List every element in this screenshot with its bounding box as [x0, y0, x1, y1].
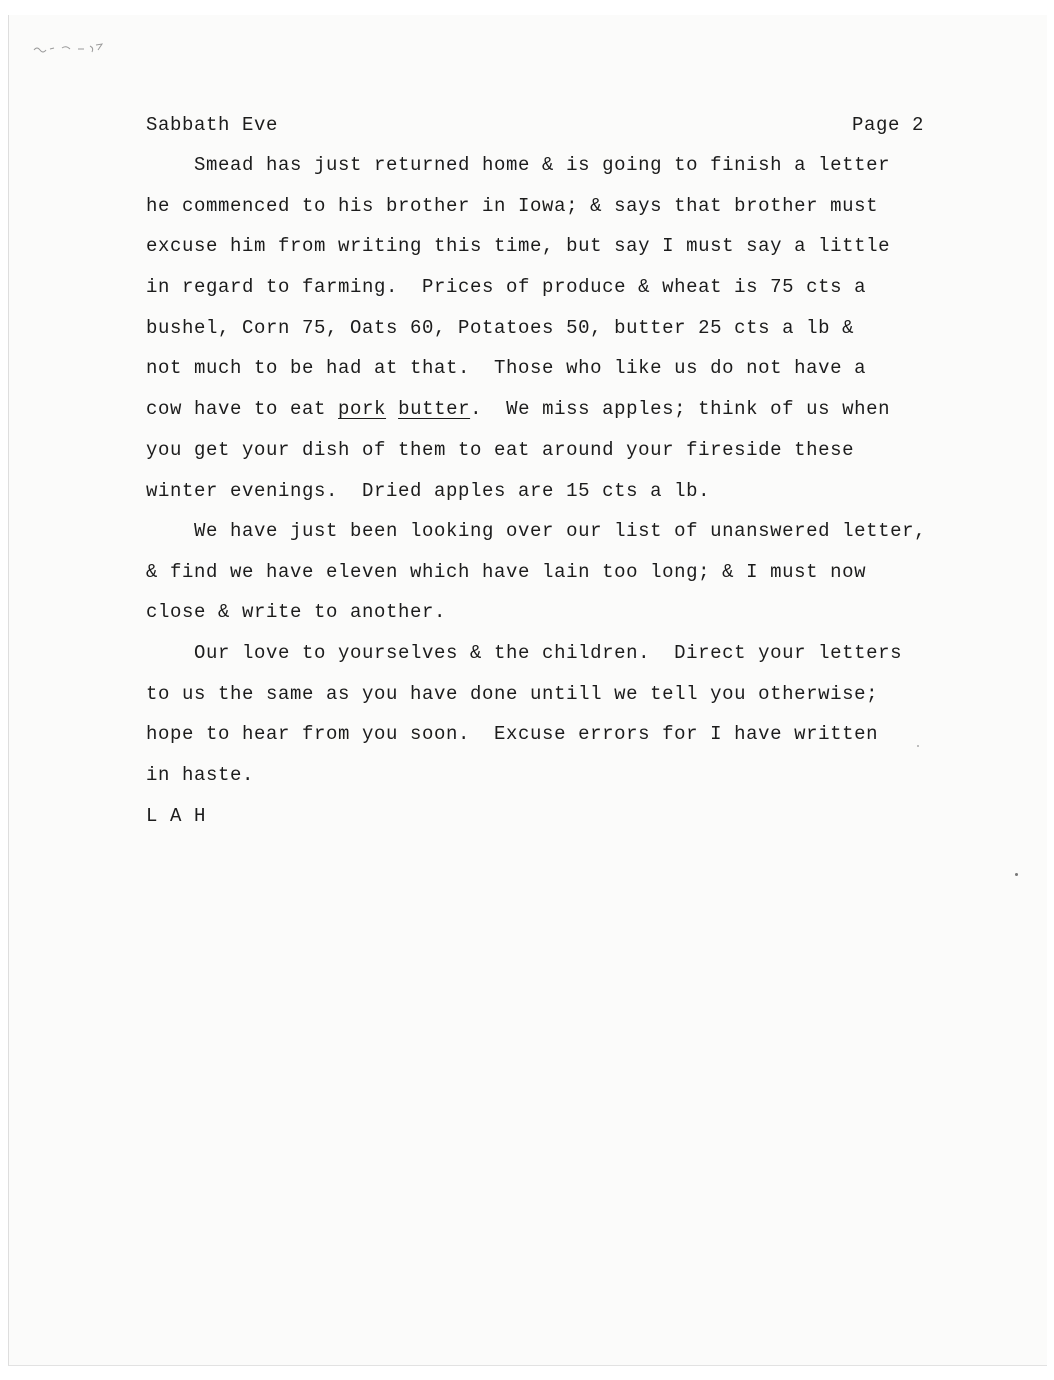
pencil-notation-mark: [32, 42, 106, 54]
page-number: Page 2: [852, 114, 925, 136]
signature-initials: L A H: [146, 805, 207, 827]
underlined-word-pork: pork: [338, 398, 387, 420]
text-line: excuse him from writing this time, but say I must say a little: [146, 235, 891, 257]
text-line: Our love to yourselves & the children. Direct your letters: [146, 642, 903, 664]
header-title: Sabbath Eve: [146, 114, 279, 136]
text-line: not much to be had at that. Those who like us do not have a: [146, 357, 867, 379]
text-line: [146, 398, 890, 420]
text-line: you get your dish of them to eat around your fireside these: [146, 439, 855, 461]
text-line: Smead has just returned home & is going to finish a letter: [146, 154, 891, 176]
text-line: We have just been looking over our list of unanswered letter,: [146, 520, 927, 542]
underlined-word-butter: butter: [398, 398, 471, 420]
text-segment: . We miss apples; think of us when: [470, 398, 891, 420]
text-line: to us the same as you have done untill we tell you otherwise;: [146, 683, 879, 705]
text-line: winter evenings. Dried apples are 15 cts a lb.: [146, 480, 711, 502]
text-line: bushel, Corn 75, Oats 60, Potatoes 50, butter 25 cts a lb &: [146, 317, 855, 339]
text-line: close & write to another.: [146, 601, 447, 623]
text-segment: [386, 398, 398, 420]
text-line: in regard to farming. Prices of produce & wheat is 75 cts a: [146, 276, 867, 298]
text-line: he commenced to his brother in Iowa; & says that brother must: [146, 195, 879, 217]
text-segment: cow have to eat: [146, 398, 339, 420]
paper-speck: [1015, 873, 1018, 876]
text-line: hope to hear from you soon. Excuse errors for I have written: [146, 723, 879, 745]
text-line: in haste.: [146, 764, 255, 786]
paper-speck: [917, 745, 919, 747]
text-line: & find we have eleven which have lain too long; & I must now: [146, 561, 867, 583]
